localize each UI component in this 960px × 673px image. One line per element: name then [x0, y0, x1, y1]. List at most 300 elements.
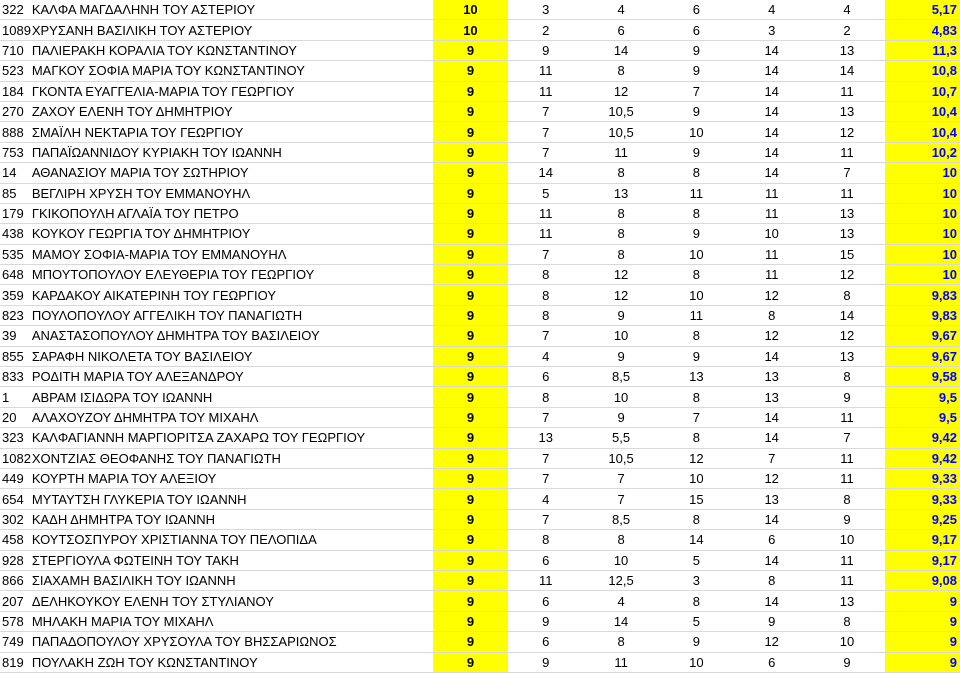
grade-2: 7: [508, 101, 583, 121]
grade-5: 14: [734, 346, 809, 366]
table-row: [0, 326, 960, 346]
grade-3: 9: [583, 305, 658, 325]
grade-4: 6: [659, 0, 734, 20]
average-score: 9: [885, 591, 960, 611]
grade-1: 9: [433, 591, 508, 611]
grade-5: 3: [734, 20, 809, 40]
grade-3: 12: [583, 81, 658, 101]
grade-2: 3: [508, 0, 583, 20]
grade-5: 12: [734, 326, 809, 346]
grade-6: 10: [809, 530, 884, 550]
row-name: ΡΟΔΙΤΗ ΜΑΡΙΑ ΤΟΥ ΑΛΕΞΑΝΔΡΟΥ: [32, 367, 433, 387]
row-id: 654: [0, 489, 32, 509]
average-score: 10,8: [885, 61, 960, 81]
grade-5: 8: [734, 570, 809, 590]
table-row: [0, 285, 960, 305]
grade-4: 9: [659, 346, 734, 366]
grade-4: 15: [659, 489, 734, 509]
grade-1: 9: [433, 509, 508, 529]
grade-1: 9: [433, 285, 508, 305]
grade-3: 7: [583, 468, 658, 488]
row-id: 323: [0, 428, 32, 448]
row-name: ΣΜΑΪΛΗ ΝΕΚΤΑΡΙΑ ΤΟΥ ΓΕΩΡΓΙΟΥ: [32, 122, 433, 142]
grade-1: 9: [433, 489, 508, 509]
grade-1: 9: [433, 530, 508, 550]
row-id: 855: [0, 346, 32, 366]
table-row: [0, 652, 960, 672]
row-name: ΠΑΛΙΕΡΑΚΗ ΚΟΡΑΛΙΑ ΤΟΥ ΚΩΝΣΤΑΝΤΙΝΟΥ: [32, 40, 433, 60]
grade-1: 9: [433, 367, 508, 387]
grade-5: 14: [734, 509, 809, 529]
grade-6: 11: [809, 448, 884, 468]
average-score: 9,33: [885, 468, 960, 488]
row-id: 1082: [0, 448, 32, 468]
row-id: 359: [0, 285, 32, 305]
grade-3: 14: [583, 40, 658, 60]
grade-6: 2: [809, 20, 884, 40]
grade-4: 8: [659, 326, 734, 346]
row-id: 207: [0, 591, 32, 611]
grade-4: 12: [659, 448, 734, 468]
table-row: [0, 203, 960, 223]
grade-4: 6: [659, 20, 734, 40]
grade-6: 8: [809, 489, 884, 509]
grade-4: 8: [659, 509, 734, 529]
grade-5: 14: [734, 428, 809, 448]
grade-4: 8: [659, 591, 734, 611]
table-row: [0, 101, 960, 121]
row-id: 888: [0, 122, 32, 142]
table-row: [0, 468, 960, 488]
average-score: 9,5: [885, 387, 960, 407]
grade-6: 13: [809, 203, 884, 223]
table-row: [0, 367, 960, 387]
grade-2: 14: [508, 163, 583, 183]
grade-1: 9: [433, 305, 508, 325]
grade-4: 8: [659, 428, 734, 448]
grade-1: 9: [433, 632, 508, 652]
row-name: ΠΟΥΛΑΚΗ ΖΩΗ ΤΟΥ ΚΩΝΣΤΑΝΤΙΝΟΥ: [32, 652, 433, 672]
grade-2: 6: [508, 632, 583, 652]
grade-6: 13: [809, 224, 884, 244]
grade-1: 9: [433, 387, 508, 407]
row-id: 648: [0, 265, 32, 285]
table-row: [0, 632, 960, 652]
grade-5: 11: [734, 183, 809, 203]
grade-2: 2: [508, 20, 583, 40]
grade-4: 8: [659, 387, 734, 407]
grade-3: 9: [583, 346, 658, 366]
grade-5: 14: [734, 122, 809, 142]
grade-3: 9: [583, 407, 658, 427]
grade-5: 6: [734, 652, 809, 672]
row-id: 179: [0, 203, 32, 223]
grade-6: 11: [809, 550, 884, 570]
row-id: 14: [0, 163, 32, 183]
grade-2: 11: [508, 203, 583, 223]
table-row: [0, 224, 960, 244]
grade-4: 7: [659, 407, 734, 427]
row-id: 928: [0, 550, 32, 570]
average-score: 10: [885, 203, 960, 223]
table-row: [0, 611, 960, 631]
row-name: ΜΗΛΑΚΗ ΜΑΡΙΑ ΤΟΥ ΜΙΧΑΗΛ: [32, 611, 433, 631]
row-name: ΒΕΓΛΙΡΗ ΧΡΥΣΗ ΤΟΥ ΕΜΜΑΝΟΥΗΛ: [32, 183, 433, 203]
table-row: [0, 20, 960, 40]
average-score: 5,17: [885, 0, 960, 20]
row-id: 523: [0, 61, 32, 81]
grade-2: 7: [508, 407, 583, 427]
grade-5: 10: [734, 224, 809, 244]
grade-1: 9: [433, 142, 508, 162]
average-score: 10: [885, 265, 960, 285]
table-row: [0, 346, 960, 366]
grade-4: 9: [659, 40, 734, 60]
grade-4: 8: [659, 265, 734, 285]
grade-3: 12: [583, 265, 658, 285]
grade-4: 7: [659, 81, 734, 101]
table-row: [0, 305, 960, 325]
grade-3: 10: [583, 326, 658, 346]
row-name: ΠΟΥΛΟΠΟΥΛΟΥ ΑΓΓΕΛΙΚΗ ΤΟΥ ΠΑΝΑΓΙΩΤΗ: [32, 305, 433, 325]
average-score: 9,83: [885, 305, 960, 325]
grade-5: 14: [734, 81, 809, 101]
average-score: 9: [885, 652, 960, 672]
grade-2: 8: [508, 305, 583, 325]
row-name: ΑΝΑΣΤΑΣΟΠΟΥΛΟΥ ΔΗΜΗΤΡΑ ΤΟΥ ΒΑΣΙΛΕΙΟΥ: [32, 326, 433, 346]
row-name: ΠΑΠΑΔΟΠΟΥΛΟΥ ΧΡΥΣΟΥΛΑ ΤΟΥ ΒΗΣΣΑΡΙΩΝΟΣ: [32, 632, 433, 652]
grade-5: 8: [734, 305, 809, 325]
average-score: 9,67: [885, 326, 960, 346]
row-name: ΜΑΓΚΟΥ ΣΟΦΙΑ ΜΑΡΙΑ ΤΟΥ ΚΩΝΣΤΑΝΤΙΝΟΥ: [32, 61, 433, 81]
grade-6: 4: [809, 0, 884, 20]
average-score: 10,2: [885, 142, 960, 162]
table-row: [0, 428, 960, 448]
grade-1: 9: [433, 570, 508, 590]
grade-3: 8: [583, 61, 658, 81]
grade-3: 4: [583, 0, 658, 20]
average-score: 9,17: [885, 530, 960, 550]
grade-1: 9: [433, 203, 508, 223]
grade-4: 3: [659, 570, 734, 590]
grade-1: 9: [433, 40, 508, 60]
grade-2: 11: [508, 570, 583, 590]
row-name: ΚΑΛΦΑ ΜΑΓΔΑΛΗΝΗ ΤΟΥ ΑΣΤΕΡΙΟΥ: [32, 0, 433, 20]
average-score: 9,42: [885, 428, 960, 448]
grade-2: 9: [508, 611, 583, 631]
table-row: [0, 530, 960, 550]
row-id: 833: [0, 367, 32, 387]
average-score: 9,58: [885, 367, 960, 387]
row-name: ΠΑΠΑΪΩΑΝΝΙΔΟΥ ΚΥΡΙΑΚΗ ΤΟΥ ΙΩΑΝΝΗ: [32, 142, 433, 162]
row-name: ΑΘΑΝΑΣΙΟΥ ΜΑΡΙΑ ΤΟΥ ΣΩΤΗΡΙΟΥ: [32, 163, 433, 183]
grade-3: 12: [583, 285, 658, 305]
grade-4: 9: [659, 101, 734, 121]
grade-1: 9: [433, 265, 508, 285]
row-id: 578: [0, 611, 32, 631]
grade-6: 7: [809, 163, 884, 183]
row-id: 184: [0, 81, 32, 101]
grade-4: 14: [659, 530, 734, 550]
grade-2: 11: [508, 224, 583, 244]
grade-5: 11: [734, 203, 809, 223]
table-row: [0, 448, 960, 468]
grade-1: 10: [433, 20, 508, 40]
average-score: 10: [885, 163, 960, 183]
row-name: ΜΑΜΟΥ ΣΟΦΙΑ-ΜΑΡΙΑ ΤΟΥ ΕΜΜΑΝΟΥΗΛ: [32, 244, 433, 264]
row-id: 753: [0, 142, 32, 162]
grade-3: 5,5: [583, 428, 658, 448]
grade-1: 9: [433, 468, 508, 488]
grade-6: 13: [809, 346, 884, 366]
table-row: [0, 407, 960, 427]
grade-3: 6: [583, 20, 658, 40]
grade-1: 9: [433, 163, 508, 183]
table-row: [0, 183, 960, 203]
grade-6: 11: [809, 407, 884, 427]
grade-6: 14: [809, 61, 884, 81]
grade-1: 9: [433, 550, 508, 570]
row-name: ΣΙΑΧΑΜΗ ΒΑΣΙΛΙΚΗ ΤΟΥ ΙΩΑΝΝΗ: [32, 570, 433, 590]
row-id: 270: [0, 101, 32, 121]
grade-1: 9: [433, 407, 508, 427]
average-score: 9,67: [885, 346, 960, 366]
grade-1: 9: [433, 428, 508, 448]
grade-6: 13: [809, 591, 884, 611]
grade-3: 10,5: [583, 448, 658, 468]
average-score: 9: [885, 632, 960, 652]
grade-5: 7: [734, 448, 809, 468]
row-id: 438: [0, 224, 32, 244]
grade-6: 10: [809, 632, 884, 652]
grade-5: 14: [734, 142, 809, 162]
grade-6: 13: [809, 40, 884, 60]
grade-4: 10: [659, 122, 734, 142]
grade-2: 11: [508, 61, 583, 81]
grade-6: 12: [809, 265, 884, 285]
grade-3: 10,5: [583, 122, 658, 142]
grade-6: 14: [809, 305, 884, 325]
row-id: 85: [0, 183, 32, 203]
row-id: 302: [0, 509, 32, 529]
grade-6: 11: [809, 142, 884, 162]
grade-3: 10: [583, 387, 658, 407]
average-score: 9,5: [885, 407, 960, 427]
grade-5: 14: [734, 550, 809, 570]
average-score: 9,42: [885, 448, 960, 468]
grade-2: 7: [508, 142, 583, 162]
grade-6: 12: [809, 122, 884, 142]
grade-4: 10: [659, 244, 734, 264]
grade-4: 8: [659, 203, 734, 223]
grade-6: 9: [809, 387, 884, 407]
grade-5: 12: [734, 468, 809, 488]
grade-3: 8: [583, 203, 658, 223]
table-row: [0, 244, 960, 264]
row-id: 819: [0, 652, 32, 672]
grade-3: 8: [583, 632, 658, 652]
table-row: [0, 265, 960, 285]
grade-3: 14: [583, 611, 658, 631]
grade-2: 13: [508, 428, 583, 448]
row-id: 39: [0, 326, 32, 346]
grade-6: 15: [809, 244, 884, 264]
average-score: 10: [885, 183, 960, 203]
row-name: ΑΒΡΑΜ ΙΣΙΔΩΡΑ ΤΟΥ ΙΩΑΝΝΗ: [32, 387, 433, 407]
row-name: ΚΑΛΦΑΓΙΑΝΝΗ ΜΑΡΓΙΟΡΙΤΣΑ ΖΑΧΑΡΩ ΤΟΥ ΓΕΩΡΓΙΟΥ: [32, 428, 433, 448]
grade-2: 7: [508, 244, 583, 264]
grade-1: 9: [433, 183, 508, 203]
average-score: 10,4: [885, 101, 960, 121]
grade-3: 8,5: [583, 509, 658, 529]
average-score: 9,08: [885, 570, 960, 590]
grade-5: 6: [734, 530, 809, 550]
row-name: ΓΚΙΚΟΠΟΥΛΗ ΑΓΛΑΪΑ ΤΟΥ ΠΕΤΡΟ: [32, 203, 433, 223]
row-name: ΚΑΔΗ ΔΗΜΗΤΡΑ ΤΟΥ ΙΩΑΝΝΗ: [32, 509, 433, 529]
grade-4: 5: [659, 611, 734, 631]
grade-6: 9: [809, 509, 884, 529]
grade-3: 11: [583, 652, 658, 672]
grade-5: 14: [734, 163, 809, 183]
grade-6: 11: [809, 81, 884, 101]
grade-3: 13: [583, 183, 658, 203]
grade-6: 11: [809, 183, 884, 203]
grade-3: 11: [583, 142, 658, 162]
grade-6: 13: [809, 101, 884, 121]
grade-1: 9: [433, 346, 508, 366]
grade-1: 9: [433, 81, 508, 101]
grade-1: 10: [433, 0, 508, 20]
table-row: [0, 122, 960, 142]
table-row: [0, 142, 960, 162]
row-name: ΔΕΛΗΚΟΥΚΟΥ ΕΛΕΝΗ ΤΟΥ ΣΤΥΛΙΑΝΟΥ: [32, 591, 433, 611]
grade-5: 14: [734, 101, 809, 121]
grade-2: 9: [508, 652, 583, 672]
grade-3: 7: [583, 489, 658, 509]
grade-1: 9: [433, 326, 508, 346]
grade-2: 11: [508, 81, 583, 101]
grade-4: 11: [659, 305, 734, 325]
row-name: ΣΤΕΡΓΙΟΥΛΑ ΦΩΤΕΙΝΗ ΤΟΥ ΤΑΚΗ: [32, 550, 433, 570]
table-row: [0, 163, 960, 183]
grade-2: 6: [508, 591, 583, 611]
grade-1: 9: [433, 611, 508, 631]
row-name: ΚΑΡΔΑΚΟΥ ΑΙΚΑΤΕΡΙΝΗ ΤΟΥ ΓΕΩΡΓΙΟΥ: [32, 285, 433, 305]
grade-6: 9: [809, 652, 884, 672]
grade-2: 7: [508, 509, 583, 529]
row-id: 1089: [0, 20, 32, 40]
grade-5: 9: [734, 611, 809, 631]
grade-2: 5: [508, 183, 583, 203]
table-row: [0, 570, 960, 590]
grade-1: 9: [433, 122, 508, 142]
row-id: 823: [0, 305, 32, 325]
grade-2: 4: [508, 346, 583, 366]
grade-1: 9: [433, 61, 508, 81]
row-id: 1: [0, 387, 32, 407]
grade-3: 10: [583, 550, 658, 570]
grade-1: 9: [433, 652, 508, 672]
grade-5: 13: [734, 387, 809, 407]
average-score: 4,83: [885, 20, 960, 40]
row-name: ΚΟΥΤΣΟΣΠΥΡΟΥ ΧΡΙΣΤΙΑΝΝΑ ΤΟΥ ΠΕΛΟΠΙΔΑ: [32, 530, 433, 550]
row-name: ΜΠΟΥΤΟΠΟΥΛΟΥ ΕΛΕΥΘΕΡΙΑ ΤΟΥ ΓΕΩΡΓΙΟΥ: [32, 265, 433, 285]
row-name: ΖΑΧΟΥ ΕΛΕΝΗ ΤΟΥ ΔΗΜΗΤΡΙΟΥ: [32, 101, 433, 121]
grade-2: 7: [508, 448, 583, 468]
row-id: 322: [0, 0, 32, 20]
average-score: 10: [885, 224, 960, 244]
grade-1: 9: [433, 448, 508, 468]
average-score: 11,3: [885, 40, 960, 60]
row-name: ΑΛΑΧΟΥΖΟΥ ΔΗΜΗΤΡΑ ΤΟΥ ΜΙΧΑΗΛ: [32, 407, 433, 427]
grade-6: 8: [809, 367, 884, 387]
table-row: [0, 550, 960, 570]
grade-5: 11: [734, 265, 809, 285]
grade-4: 9: [659, 224, 734, 244]
grade-4: 10: [659, 285, 734, 305]
grade-4: 9: [659, 142, 734, 162]
grade-6: 11: [809, 468, 884, 488]
table-row: [0, 0, 960, 20]
grade-3: 12,5: [583, 570, 658, 590]
grade-6: 8: [809, 285, 884, 305]
grade-2: 6: [508, 367, 583, 387]
average-score: 9: [885, 611, 960, 631]
grade-5: 14: [734, 407, 809, 427]
grade-4: 5: [659, 550, 734, 570]
grade-5: 13: [734, 489, 809, 509]
average-score: 10,7: [885, 81, 960, 101]
row-id: 20: [0, 407, 32, 427]
table-row: [0, 81, 960, 101]
table-row: [0, 489, 960, 509]
row-name: ΚΟΥΚΟΥ ΓΕΩΡΓΙΑ ΤΟΥ ΔΗΜΗΤΡΙΟΥ: [32, 224, 433, 244]
row-name: ΚΟΥΡΤΗ ΜΑΡΙΑ ΤΟΥ ΑΛΕΞΙΟΥ: [32, 468, 433, 488]
table-row: [0, 387, 960, 407]
grade-3: 4: [583, 591, 658, 611]
grade-5: 12: [734, 632, 809, 652]
average-score: 10: [885, 244, 960, 264]
grade-2: 7: [508, 468, 583, 488]
grade-3: 8: [583, 244, 658, 264]
grade-5: 4: [734, 0, 809, 20]
grade-1: 9: [433, 224, 508, 244]
average-score: 9,25: [885, 509, 960, 529]
row-name: ΓΚΟΝΤΑ ΕΥΑΓΓΕΛΙΑ-ΜΑΡΙΑ ΤΟΥ ΓΕΩΡΓΙΟΥ: [32, 81, 433, 101]
row-name: ΜΥΤΑΥΤΣΗ ΓΛΥΚΕΡΙΑ ΤΟΥ ΙΩΑΝΝΗ: [32, 489, 433, 509]
grade-4: 11: [659, 183, 734, 203]
grade-2: 7: [508, 326, 583, 346]
grade-6: 11: [809, 570, 884, 590]
average-score: 9,83: [885, 285, 960, 305]
row-name: ΣΑΡΑΦΗ ΝΙΚΟΛΕΤΑ ΤΟΥ ΒΑΣΙΛΕΙΟΥ: [32, 346, 433, 366]
grade-2: 8: [508, 387, 583, 407]
grade-6: 7: [809, 428, 884, 448]
grade-2: 6: [508, 550, 583, 570]
grade-4: 10: [659, 468, 734, 488]
table-row: [0, 509, 960, 529]
grade-5: 12: [734, 285, 809, 305]
grade-4: 13: [659, 367, 734, 387]
grade-5: 14: [734, 591, 809, 611]
grade-2: 4: [508, 489, 583, 509]
grade-3: 8: [583, 224, 658, 244]
row-name: ΧΡΥΣΑΝΗ ΒΑΣΙΛΙΚΗ ΤΟΥ ΑΣΤΕΡΙΟΥ: [32, 20, 433, 40]
row-id: 458: [0, 530, 32, 550]
grade-6: 12: [809, 326, 884, 346]
average-score: 9,17: [885, 550, 960, 570]
grade-1: 9: [433, 101, 508, 121]
